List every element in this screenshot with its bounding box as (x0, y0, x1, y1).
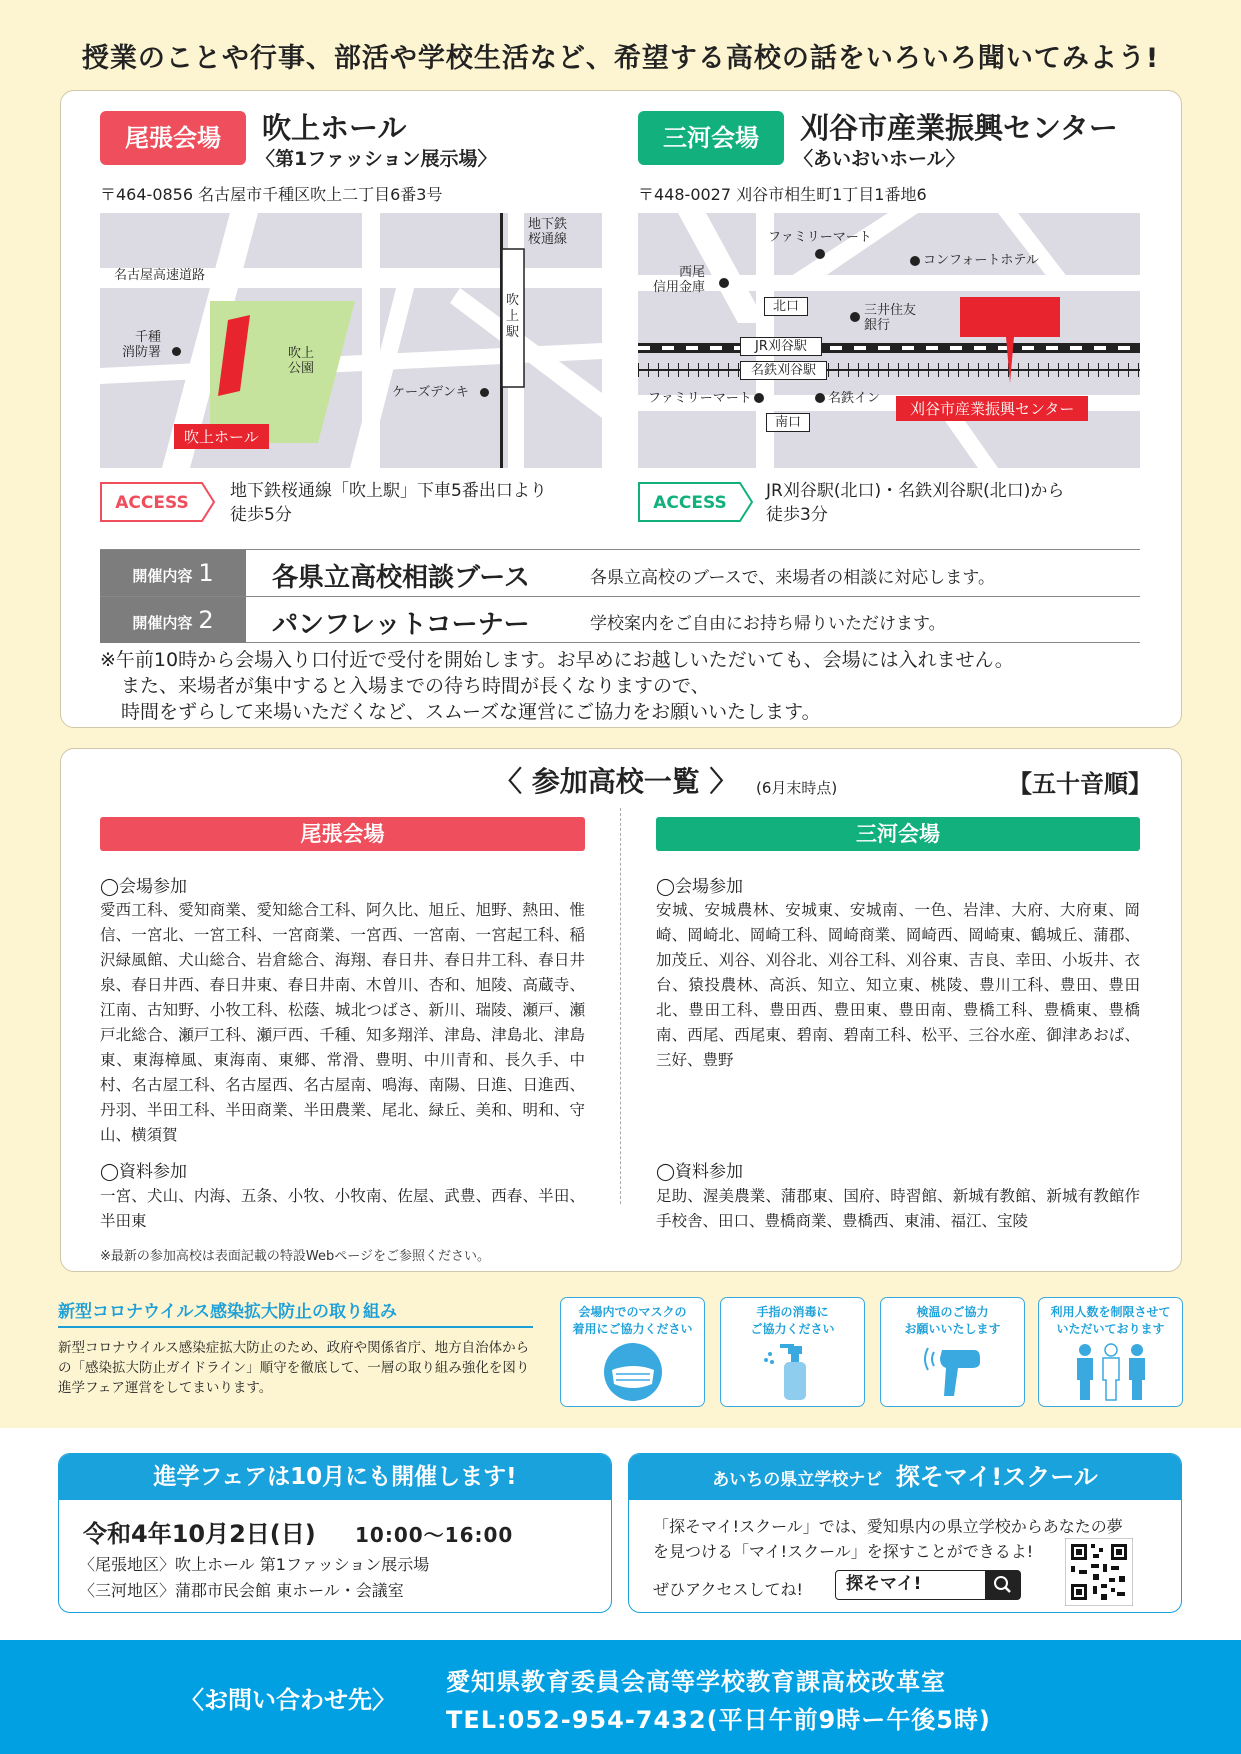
school-navi-card (628, 1453, 1182, 1613)
schools-order: 【五十音順】 (1008, 770, 1152, 798)
map-hall-label: 吹上ホール (174, 424, 269, 449)
school-navi-search-button[interactable] (985, 1570, 1021, 1600)
contact-tel: TEL:052-954-7432(平日午前9時ー午後5時) (446, 1706, 991, 1734)
mikawa-access-badge (638, 482, 754, 522)
covid-item-thermometer: 検温のご協力 お願いいたします (880, 1297, 1025, 1407)
october-mikawa: 〈三河地区〉蒲郡市民会館 東ホール・会議室 (79, 1581, 404, 1600)
mikawa-address: 〒448-0027 刈谷市相生町1丁目1番地6 (638, 185, 927, 204)
map-south-exit: 南口 (766, 413, 810, 432)
map-mitsui-bank: 三井住友 銀行 (864, 303, 917, 333)
map-center-label: 刈谷市産業振興センター (896, 396, 1088, 421)
event-2-label: 開催内容 2 (100, 597, 246, 643)
owari-access-label: ACCESS (115, 493, 189, 513)
covid-item-mask: 会場内でのマスクの 着用にご協力ください (560, 1297, 705, 1407)
qr-code-icon[interactable] (1065, 1538, 1133, 1606)
covid-item-sanitizer: 手指の消毒に ご協力ください (720, 1297, 865, 1407)
owari-map (100, 213, 602, 468)
mikawa-venue-name: 刈谷市産業振興センター (800, 111, 1118, 145)
event-1-desc: 各県立高校のブースで、来場者の相談に対応します。 (590, 568, 995, 588)
map-expressway-label: 名古屋高速道路 (114, 268, 206, 283)
october-owari: 〈尾張地区〉吹上ホール 第1ファッション展示場 (79, 1555, 430, 1574)
schools-title: 〈 参加高校一覧 〉 (494, 765, 738, 798)
owari-access-badge (100, 482, 216, 522)
map-jr-station: JR刈谷駅 (740, 337, 822, 356)
owari-access-text: 地下鉄桜通線「吹上駅」下車5番出口より 徒歩5分 (230, 481, 547, 525)
contact-org: 愛知県教育委員会高等学校教育課高校改革室 (446, 1668, 946, 1696)
map-nishio-bank: 西尾 信用金庫 (653, 265, 706, 295)
mikawa-map (638, 213, 1140, 468)
notice-line-3: 時間をずらして来場いただくなど、スムーズな運営にご協力をお願いいたします。 (121, 701, 821, 723)
owari-schools-bar: 尾張会場 (100, 817, 585, 851)
mikawa-venue-heading: ◯会場参加 (656, 877, 744, 897)
event-row-1 (100, 549, 1140, 595)
covid-text: 新型コロナウイルス感染症拡大防止のため、政府や関係省庁、地方自治体からの「感染拡大防止ガイドライン」順守を徹底して、一層の取り組み強化を図り進学フェア運営をしてまいります。 (58, 1340, 530, 1396)
event-2-title: パンフレットコーナー (272, 610, 530, 640)
october-fair-card (58, 1453, 612, 1613)
map-familymart-1: ファミリーマート (768, 230, 872, 245)
map-subway-label: 地下鉄 桜通線 (528, 217, 568, 247)
mikawa-access-text: JR刈谷駅(北口)・名鉄刈谷駅(北口)から 徒歩3分 (766, 481, 1065, 525)
october-time: 10:00〜16:00 (355, 1523, 514, 1547)
search-icon (985, 1570, 1021, 1600)
owari-venue-sub: 〈第1ファッション展示場〉 (256, 148, 497, 170)
school-navi-heading: あいちの県立学校ナビ 探そマイ!スクール (629, 1454, 1181, 1500)
owari-address: 〒464-0856 名古屋市千種区吹上二丁目6番3号 (100, 185, 443, 204)
mikawa-map-graphic (638, 213, 1140, 468)
contact-footer (0, 1640, 1241, 1754)
school-navi-cta: ぜひアクセスしてね! (653, 1580, 803, 1599)
map-north-exit: 北口 (764, 297, 808, 316)
owari-doc-heading: ◯資料参加 (100, 1162, 188, 1182)
owari-venue-name: 吹上ホール (262, 111, 407, 145)
people-icon (1071, 1340, 1151, 1402)
owari-venue-tag: 尾張会場 (100, 111, 246, 165)
map-kses-label: ケーズデンキ (392, 385, 469, 400)
map-meitetsu-inn: 名鉄イン (828, 391, 881, 406)
owari-venue-heading: ◯会場参加 (100, 877, 188, 897)
map-familymart-2: ファミリーマート (648, 391, 752, 406)
school-navi-search-input[interactable]: 探そマイ! (835, 1570, 987, 1600)
schools-footnote: ※最新の参加高校は表面記載の特設Webページをご参照ください。 (100, 1249, 490, 1264)
event-1-title: 各県立高校相談ブース (272, 563, 530, 593)
event-row-2 (100, 596, 1140, 643)
column-divider (620, 808, 621, 1204)
event-2-desc: 学校案内をご自由にお持ち帰りいただけます。 (590, 614, 946, 634)
october-date: 令和4年10月2日(日) (83, 1520, 316, 1548)
covid-title-rule (58, 1326, 533, 1328)
notice-line-1: ※午前10時から会場入り口付近で受付を開始します。お早めにお越しいただいても、会場には入れません。 (100, 649, 1014, 671)
map-park-label: 吹上 公園 (288, 346, 315, 376)
mikawa-schools-bar: 三河会場 (656, 817, 1140, 851)
map-comfort-hotel: コンフォートホテル (923, 253, 1039, 268)
october-fair-heading: 進学フェアは10月にも開催します! (59, 1454, 611, 1500)
owari-doc-schools: 一宮、犬山、内海、五条、小牧、小牧南、佐屋、武豊、西春、半田、半田東 (100, 1187, 585, 1230)
mikawa-doc-schools: 足助、渥美農業、蒲郡東、国府、時習館、新城有教館、新城有教館作手校舎、田口、豊橋商業、豊橋西、東浦、福江、宝陵 (656, 1187, 1140, 1230)
school-navi-text: 「探そマイ!スクール」では、愛知県内の県立学校からあなたの夢を見つける「マイ!スクール」を探すことができるよ! (653, 1517, 1123, 1561)
notice-line-2: また、来場者が集中すると入場までの待ち時間が長くなりますので、 (121, 675, 710, 697)
page-headline: 授業のことや行事、部活や学校生活など、希望する高校の話をいろいろ聞いてみよう! (81, 43, 1160, 74)
contact-label: 〈お問い合わせ先〉 (180, 1686, 396, 1714)
sanitizer-icon (758, 1340, 828, 1402)
covid-item-people: 利用人数を制限させて いただいております (1038, 1297, 1183, 1407)
kses-marker (480, 388, 489, 397)
fire-station-marker (172, 347, 181, 356)
owari-venue-schools: 愛西工科、愛知商業、愛知総合工科、阿久比、旭丘、旭野、熱田、惟信、一宮北、一宮工科、一宮商業、一宮西、一宮南、一宮起工科、稲沢緑風館、犬山総合、岩倉総合、海翔、春日井、春日井工科、春日井泉、春日井西、春日井東、春日井南、木曽川、杏和、旭陵、高蔵寺、江南、古知野、小牧工科、松蔭、城北つばさ、新川、瑞陵、瀬戸、瀬戸北総合、瀬戸工科、瀬戸西、千種、知多翔洋、津島、津島北、津島東、東海樟風、東海南、東郷、常滑、豊明、中川青和、長久手、中村、名古屋工科、名古屋西、名古屋南、鳴海、南陽、日進、日進西、丹羽、半田工科、半田商業、半田農業、尾北、緑丘、美和、明和、守山、横須賀 (100, 901, 585, 1144)
covid-title: 新型コロナウイルス感染拡大防止の取り組み (58, 1302, 397, 1322)
mikawa-venue-schools: 安城、安城農林、安城東、安城南、一色、岩津、大府、大府東、岡崎、岡崎北、岡崎工科、岡崎商業、岡崎西、岡崎東、鶴城丘、蒲郡、加茂丘、刈谷、刈谷北、刈谷工科、刈谷東、吉良、幸田、小坂井、衣台、猿投農林、高浜、知立、知立東、桃陵、豊川工科、豊田、豊田北、豊田工科、豊田西、豊田東、豊田南、豊橋工科、豊橋東、豊橋南、西尾、西尾東、碧南、碧南工科、松平、三谷水産、御津あおば、三好、豊野 (656, 901, 1140, 1069)
mask-icon (598, 1340, 668, 1402)
map-station-label: 吹 上 駅 (506, 293, 520, 340)
map-fire-station-label: 千種 消防署 (122, 330, 162, 360)
mikawa-access-label: ACCESS (653, 493, 727, 513)
map-meitetsu-station: 名鉄刈谷駅 (740, 361, 827, 380)
mikawa-venue-tag: 三河会場 (638, 111, 784, 165)
mikawa-venue-sub: 〈あいおいホール〉 (794, 148, 965, 170)
event-1-label: 開催内容 1 (100, 550, 246, 596)
mikawa-doc-heading: ◯資料参加 (656, 1162, 744, 1182)
schools-asof: (6月末時点) (756, 779, 838, 797)
thermometer-icon (918, 1340, 988, 1402)
